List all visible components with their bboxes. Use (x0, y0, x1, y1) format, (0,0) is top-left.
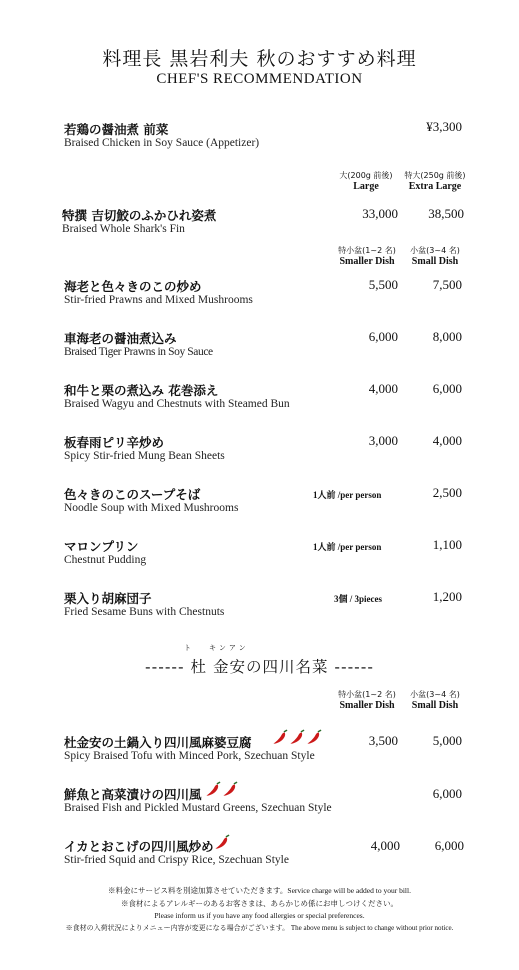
size-header-small-jp: 小盆(3~4 名) (410, 246, 460, 255)
menu-item-name-jp: 板春雨ピリ辛炒め (64, 435, 165, 450)
menu-item-price-small: 7,500 (432, 277, 462, 292)
menu-item-name-jp: 鮮魚と高菜漬けの四川風 (64, 787, 202, 802)
size-header-xlarge-en: Extra Large (408, 181, 462, 192)
menu-item-price: 1,100 (432, 537, 462, 552)
size-header-xlarge-jp: 特大(250g 前後) (404, 171, 466, 180)
menu-item-price-smaller: 5,500 (368, 277, 398, 292)
page-title-en: CHEF'S RECOMMENDATION (156, 71, 363, 87)
menu-item-price-small: 6,000 (432, 381, 462, 396)
menu-item-price: 2,500 (432, 485, 462, 500)
menu-item-name-en: Braised Chicken in Soy Sauce (Appetizer) (64, 137, 260, 149)
section-title-szechuan: ------ 杜 金安の四川名菜 ------ (145, 658, 374, 676)
menu-item-name-en: Spicy Stir-fried Mung Bean Sheets (64, 450, 225, 462)
menu-item-price-large: 33,000 (362, 206, 398, 221)
page-title-jp: 料理長 黒岩利夫 秋のおすすめ料理 (102, 48, 417, 70)
size-header-large-en: Large (353, 181, 379, 192)
menu-item-price-small: 8,000 (432, 329, 462, 344)
menu-item-name-jp: 色々きのこのスープそば (64, 487, 201, 502)
chili-pepper-icon (222, 781, 238, 797)
menu-item-name-en: Braised Tiger Prawns in Soy Sauce (64, 346, 213, 358)
size-header-small-en: Small Dish (411, 256, 459, 267)
menu-item-name-jp: マロンプリン (64, 539, 139, 554)
menu-item-portion-note: 1人前 /per person (313, 542, 382, 552)
ruby-reading-to: ト (184, 644, 191, 652)
chili-pepper-icon (205, 781, 221, 797)
menu-item-name-en: Stir-fried Prawns and Mixed Mushrooms (64, 294, 253, 306)
menu-item-price-xlarge: 38,500 (428, 206, 464, 221)
menu-item-name-en: Chestnut Pudding (64, 554, 147, 566)
spice-level-indicator (272, 726, 323, 745)
menu-item-price-smaller: 3,000 (368, 433, 398, 448)
size-header-smaller-jp: 特小盆(1~2 名) (338, 246, 396, 255)
menu-item-name-en: Stir-fried Squid and Crispy Rice, Szechuan Style (64, 854, 289, 866)
spice-level-indicator (214, 831, 231, 850)
size-header-smaller-jp: 特小盆(1~2 名) (338, 690, 396, 699)
chili-pepper-icon (306, 729, 322, 745)
menu-item-name-jp: 杜金安の土鍋入り四川風麻婆豆腐 (64, 735, 252, 750)
size-header-small-en: Small Dish (411, 700, 459, 711)
menu-item-portion-note: 1人前 /per person (313, 490, 382, 500)
menu-item-name-jp: 特撰 吉切鮫のふかひれ姿煮 (62, 208, 217, 223)
menu-item-name-en: Braised Wagyu and Chestnuts with Steamed Bun (64, 398, 290, 410)
menu-item-name-en: Braised Whole Shark's Fin (62, 223, 185, 235)
menu-item-price-small: 4,000 (432, 433, 462, 448)
footer-menu-change-note: ※食材の入荷状況によりメニュー内容が変更になる場合がございます。 The above menu is subject to change without prior notice. (65, 924, 454, 932)
menu-item-name-jp: 若鶏の醤油煮 前菜 (64, 122, 169, 137)
menu-item-price: ¥3,300 (426, 119, 462, 134)
menu-item-price-small: 5,000 (432, 733, 462, 748)
menu-item-name-jp: 海老と色々きのこの炒め (64, 279, 202, 294)
menu-item-price-smaller: 6,000 (368, 329, 398, 344)
footer-allergy-note-en: Please inform us if you have any food allergies or special preferences. (154, 911, 365, 920)
menu-item-name-en: Spicy Braised Tofu with Minced Pork, Szechuan Style (64, 750, 315, 762)
size-header-smaller-en: Smaller Dish (339, 700, 395, 711)
menu-item-name-jp: 和牛と栗の煮込み 花巻添え (64, 383, 219, 398)
menu-item-name-jp: イカとおこげの四川風炒め (64, 839, 214, 854)
menu-item-name-jp: 栗入り胡麻団子 (64, 591, 152, 606)
chili-pepper-icon (289, 729, 305, 745)
menu-item-name-en: Braised Fish and Pickled Mustard Greens, Szechuan Style (64, 802, 332, 814)
spice-level-indicator (205, 778, 239, 797)
menu-item-price-small: 6,000 (432, 786, 462, 801)
chili-pepper-icon (214, 834, 230, 850)
menu-item-price-smaller: 4,000 (368, 381, 398, 396)
footer-service-charge-note: ※料金にサービス料を別途加算させていただきます。Service charge will be added to your bill. (108, 886, 411, 895)
menu-item-name-jp: 車海老の醤油煮込み (64, 331, 177, 346)
size-header-smaller-en: Smaller Dish (339, 256, 395, 267)
size-header-large-jp: 大(200g 前後) (339, 171, 393, 180)
menu-item-price-smaller: 4,000 (370, 838, 400, 853)
ruby-reading-kinan: キンアン (209, 644, 249, 652)
menu-item-price: 1,200 (432, 589, 462, 604)
chili-pepper-icon (272, 729, 288, 745)
menu-item-name-en: Noodle Soup with Mixed Mushrooms (64, 502, 239, 514)
menu-item-price-smaller: 3,500 (368, 733, 398, 748)
menu-item-name-en: Fried Sesame Buns with Chestnuts (64, 606, 225, 618)
menu-item-price-small: 6,000 (434, 838, 464, 853)
menu-item-portion-note: 3個 / 3pieces (334, 594, 382, 604)
footer-allergy-note-jp: ※食材によるアレルギーのあるお客さまは、あらかじめ係にお申しつけください。 (120, 899, 398, 908)
size-header-small-jp: 小盆(3~4 名) (410, 690, 460, 699)
